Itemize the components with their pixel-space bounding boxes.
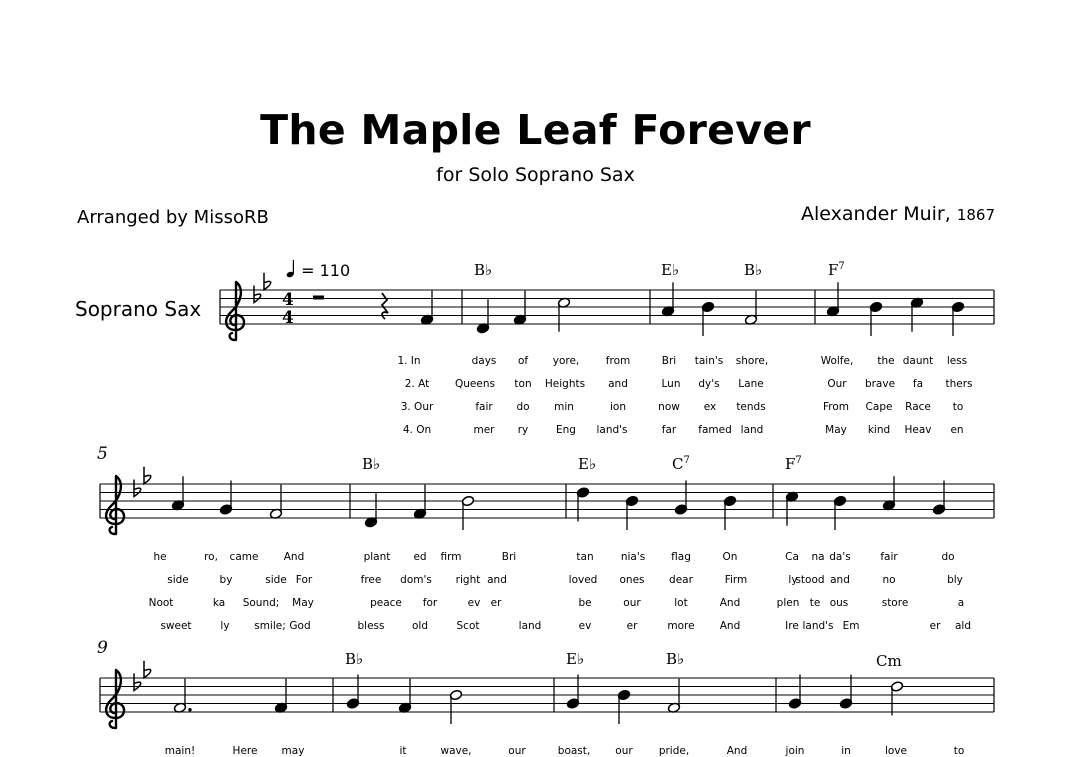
lyric-syllable: And <box>719 620 741 632</box>
lyric-syllable: pride, <box>658 745 690 757</box>
lyric-syllable: er <box>929 620 941 632</box>
lyric-syllable: to <box>953 745 965 757</box>
arranger-credit: Arranged by MissoRB <box>77 207 269 228</box>
lyric-syllable: land's <box>802 620 834 632</box>
lyric-syllable: flag <box>671 551 691 563</box>
lyric-syllable: Ca <box>785 551 799 563</box>
lyric-syllable: mer <box>473 424 495 436</box>
lyric-syllable: land's <box>596 424 628 436</box>
lyric-syllable: tain's <box>694 355 724 367</box>
lyric-syllable: Bri <box>501 551 517 563</box>
lyric-syllable: side <box>167 574 189 586</box>
chord-symbol: B♭ <box>474 261 493 279</box>
lyric-syllable: loved <box>568 574 598 586</box>
treble-clef-icon <box>106 476 124 534</box>
tempo-text: = 110 <box>301 261 351 280</box>
chord-symbol: $F^7$ <box>785 455 802 473</box>
lyric-syllable: and <box>608 378 628 390</box>
lyric-syllable: our <box>615 745 633 757</box>
lyric-syllable: dom's <box>400 574 432 586</box>
lyric-syllable: er <box>490 597 502 609</box>
lyric-syllable: firm <box>440 551 462 563</box>
chord-symbol: $F^7$ <box>828 261 845 279</box>
lyric-syllable: ry <box>517 424 529 436</box>
lyric-syllable: to <box>952 401 964 413</box>
lyric-syllable: famed <box>698 424 732 436</box>
lyric-syllable: join <box>785 745 805 757</box>
time-signature-top: 4 <box>282 290 294 310</box>
chord-symbol: B♭ <box>345 650 364 668</box>
lyric-syllable: plant <box>363 551 391 563</box>
measure-number: 9 <box>97 638 108 658</box>
lyric-syllable: brave <box>864 378 896 390</box>
lyric-syllable: ly <box>788 574 798 586</box>
song-subtitle: for Solo Soprano Sax <box>436 164 635 186</box>
flat-icon <box>144 661 151 678</box>
flat-icon <box>144 467 151 484</box>
lyric-syllable: From <box>822 401 850 413</box>
lyric-syllable: tends <box>736 401 766 413</box>
lyric-syllable: nia's <box>620 551 646 563</box>
lyric-syllable: a <box>957 597 965 609</box>
flat-icon <box>134 674 141 691</box>
lyric-syllable: ev <box>578 620 592 632</box>
lyric-syllable: our <box>623 597 641 609</box>
lyric-syllable: ex <box>703 401 717 413</box>
lyric-syllable: Lun <box>661 378 681 390</box>
half-rest <box>313 296 324 300</box>
lyric-syllable: Noot <box>148 597 174 609</box>
lyric-syllable: old <box>411 620 429 632</box>
chord-symbol: B♭ <box>744 261 763 279</box>
lyric-syllable: May <box>292 597 314 609</box>
lyric-syllable: And <box>726 745 748 757</box>
treble-clef-icon <box>226 282 244 340</box>
lyric-syllable: Heav <box>904 424 932 436</box>
lyric-syllable: tan <box>576 551 594 563</box>
lyric-syllable: fair <box>880 551 898 563</box>
lyric-syllable: love <box>884 745 908 757</box>
lyric-syllable: May <box>825 424 847 436</box>
lyric-syllable: Ire <box>785 620 799 632</box>
lyric-syllable: stood <box>795 574 825 586</box>
lyric-syllable: ed <box>413 551 427 563</box>
lyric-syllable: min <box>554 401 574 413</box>
augmentation-dot <box>188 708 191 711</box>
lyric-syllable: more <box>667 620 695 632</box>
lyric-syllable: for <box>422 597 438 609</box>
treble-clef-icon <box>106 670 124 728</box>
lyric-syllable: wave, <box>440 745 472 757</box>
lyric-syllable: lot <box>674 597 688 609</box>
lyric-syllable: Our <box>827 378 847 390</box>
lyric-syllable: er <box>626 620 638 632</box>
flat-icon <box>264 273 271 290</box>
song-title: The Maple Leaf Forever <box>260 106 811 154</box>
lyric-syllable: bless <box>357 620 385 632</box>
lyric-syllable: may <box>281 745 305 757</box>
lyric-syllable: 3. Our <box>400 401 434 413</box>
flat-icon <box>134 480 141 497</box>
lyric-syllable: ones <box>619 574 645 586</box>
instrument-label: Soprano Sax <box>75 297 202 321</box>
lyric-syllable: and <box>487 574 507 586</box>
lyric-syllable: do <box>941 551 955 563</box>
lyric-syllable: ton <box>514 378 532 390</box>
lyric-syllable: plen <box>776 597 800 609</box>
chord-symbol: B♭ <box>666 650 685 668</box>
lyric-syllable: less <box>946 355 968 367</box>
lyric-syllable: no <box>882 574 896 586</box>
lyric-syllable: sweet <box>160 620 192 632</box>
lyric-syllable: ous <box>829 597 849 609</box>
lyric-syllable: right <box>455 574 481 586</box>
lyric-syllable: Bri <box>661 355 677 367</box>
lyric-syllable: ly <box>220 620 230 632</box>
lyric-syllable: en <box>950 424 964 436</box>
lyric-syllable: smile; <box>254 620 286 632</box>
flat-icon <box>254 286 261 303</box>
lyric-syllable: days <box>471 355 497 367</box>
lyric-syllable: Heights <box>544 378 586 390</box>
lyric-syllable: Firm <box>724 574 748 586</box>
lyric-syllable: Lane <box>738 378 764 390</box>
lyric-syllable: the <box>877 355 895 367</box>
lyric-syllable: On <box>722 551 738 563</box>
lyric-syllable: God <box>289 620 311 632</box>
lyric-syllable: dear <box>669 574 693 586</box>
lyric-syllable: land <box>518 620 542 632</box>
lyric-syllable: do <box>516 401 530 413</box>
composition-year: 1867 <box>956 206 995 224</box>
lyric-syllable: dy's <box>698 378 720 390</box>
chord-symbol: E♭ <box>661 261 680 279</box>
lyric-syllable: be <box>578 597 592 609</box>
chord-symbol: Cm <box>876 652 902 670</box>
lyric-syllable: now <box>658 401 680 413</box>
lyric-syllable: free <box>360 574 382 586</box>
lyric-syllable: ev <box>467 597 481 609</box>
chord-symbol: E♭ <box>578 455 597 473</box>
lyric-syllable: came <box>229 551 259 563</box>
lyric-syllable: Eng <box>556 424 576 436</box>
chord-symbol: $C^7$ <box>672 455 690 473</box>
lyric-syllable: fair <box>475 401 493 413</box>
lyric-syllable: he <box>153 551 167 563</box>
lyric-syllable: boast, <box>557 745 591 757</box>
lyric-syllable: da's <box>829 551 851 563</box>
lyric-syllable: ion <box>610 401 626 413</box>
lyric-syllable: main! <box>164 745 196 757</box>
chord-symbol: B♭ <box>362 455 381 473</box>
lyric-syllable: For <box>295 574 313 586</box>
lyric-syllable: it <box>399 745 407 757</box>
lyric-syllable: Here <box>232 745 258 757</box>
lyric-syllable: kind <box>867 424 891 436</box>
lyric-syllable: and <box>830 574 850 586</box>
lyric-syllable: ka <box>212 597 226 609</box>
lyric-syllable: Wolfe, <box>820 355 854 367</box>
lyric-syllable: daunt <box>902 355 934 367</box>
lyric-syllable: 2. At <box>404 378 430 390</box>
lyric-syllable: 1. In <box>397 355 421 367</box>
lyric-syllable: Queens <box>455 378 495 390</box>
time-signature-bottom: 4 <box>282 308 294 328</box>
lyric-syllable: Cape <box>865 401 893 413</box>
composer-name: Alexander Muir, <box>801 203 951 225</box>
lyric-syllable: Sound; <box>242 597 280 609</box>
lyric-syllable: store <box>881 597 909 609</box>
lyric-syllable: our <box>508 745 526 757</box>
lyric-syllable: from <box>605 355 631 367</box>
lyric-syllable: peace <box>370 597 402 609</box>
lyric-syllable: Race <box>905 401 931 413</box>
lyric-syllable: yore, <box>552 355 580 367</box>
lyric-syllable: fa <box>912 378 924 390</box>
lyric-syllable: side <box>265 574 287 586</box>
lyric-syllable: 4. On <box>402 424 432 436</box>
lyric-syllable: of <box>517 355 529 367</box>
lyric-syllable: na <box>811 551 825 563</box>
lyric-syllable: Em <box>842 620 860 632</box>
lyric-syllable: land <box>740 424 764 436</box>
chord-symbol: E♭ <box>566 650 585 668</box>
lyric-syllable: shore, <box>735 355 769 367</box>
measure-number: 5 <box>97 444 108 464</box>
lyric-syllable: And <box>283 551 305 563</box>
lyric-syllable: Scot <box>456 620 480 632</box>
lyric-syllable: far <box>661 424 677 436</box>
lyric-syllable: bly <box>947 574 963 586</box>
lyric-syllable: ald <box>954 620 972 632</box>
lyric-syllable: in <box>841 745 851 757</box>
lyric-syllable: thers <box>945 378 973 390</box>
lyric-syllable: ro, <box>204 551 218 563</box>
lyric-syllable: And <box>719 597 741 609</box>
lyric-syllable: by <box>219 574 233 586</box>
lyric-syllable: te <box>809 597 821 609</box>
